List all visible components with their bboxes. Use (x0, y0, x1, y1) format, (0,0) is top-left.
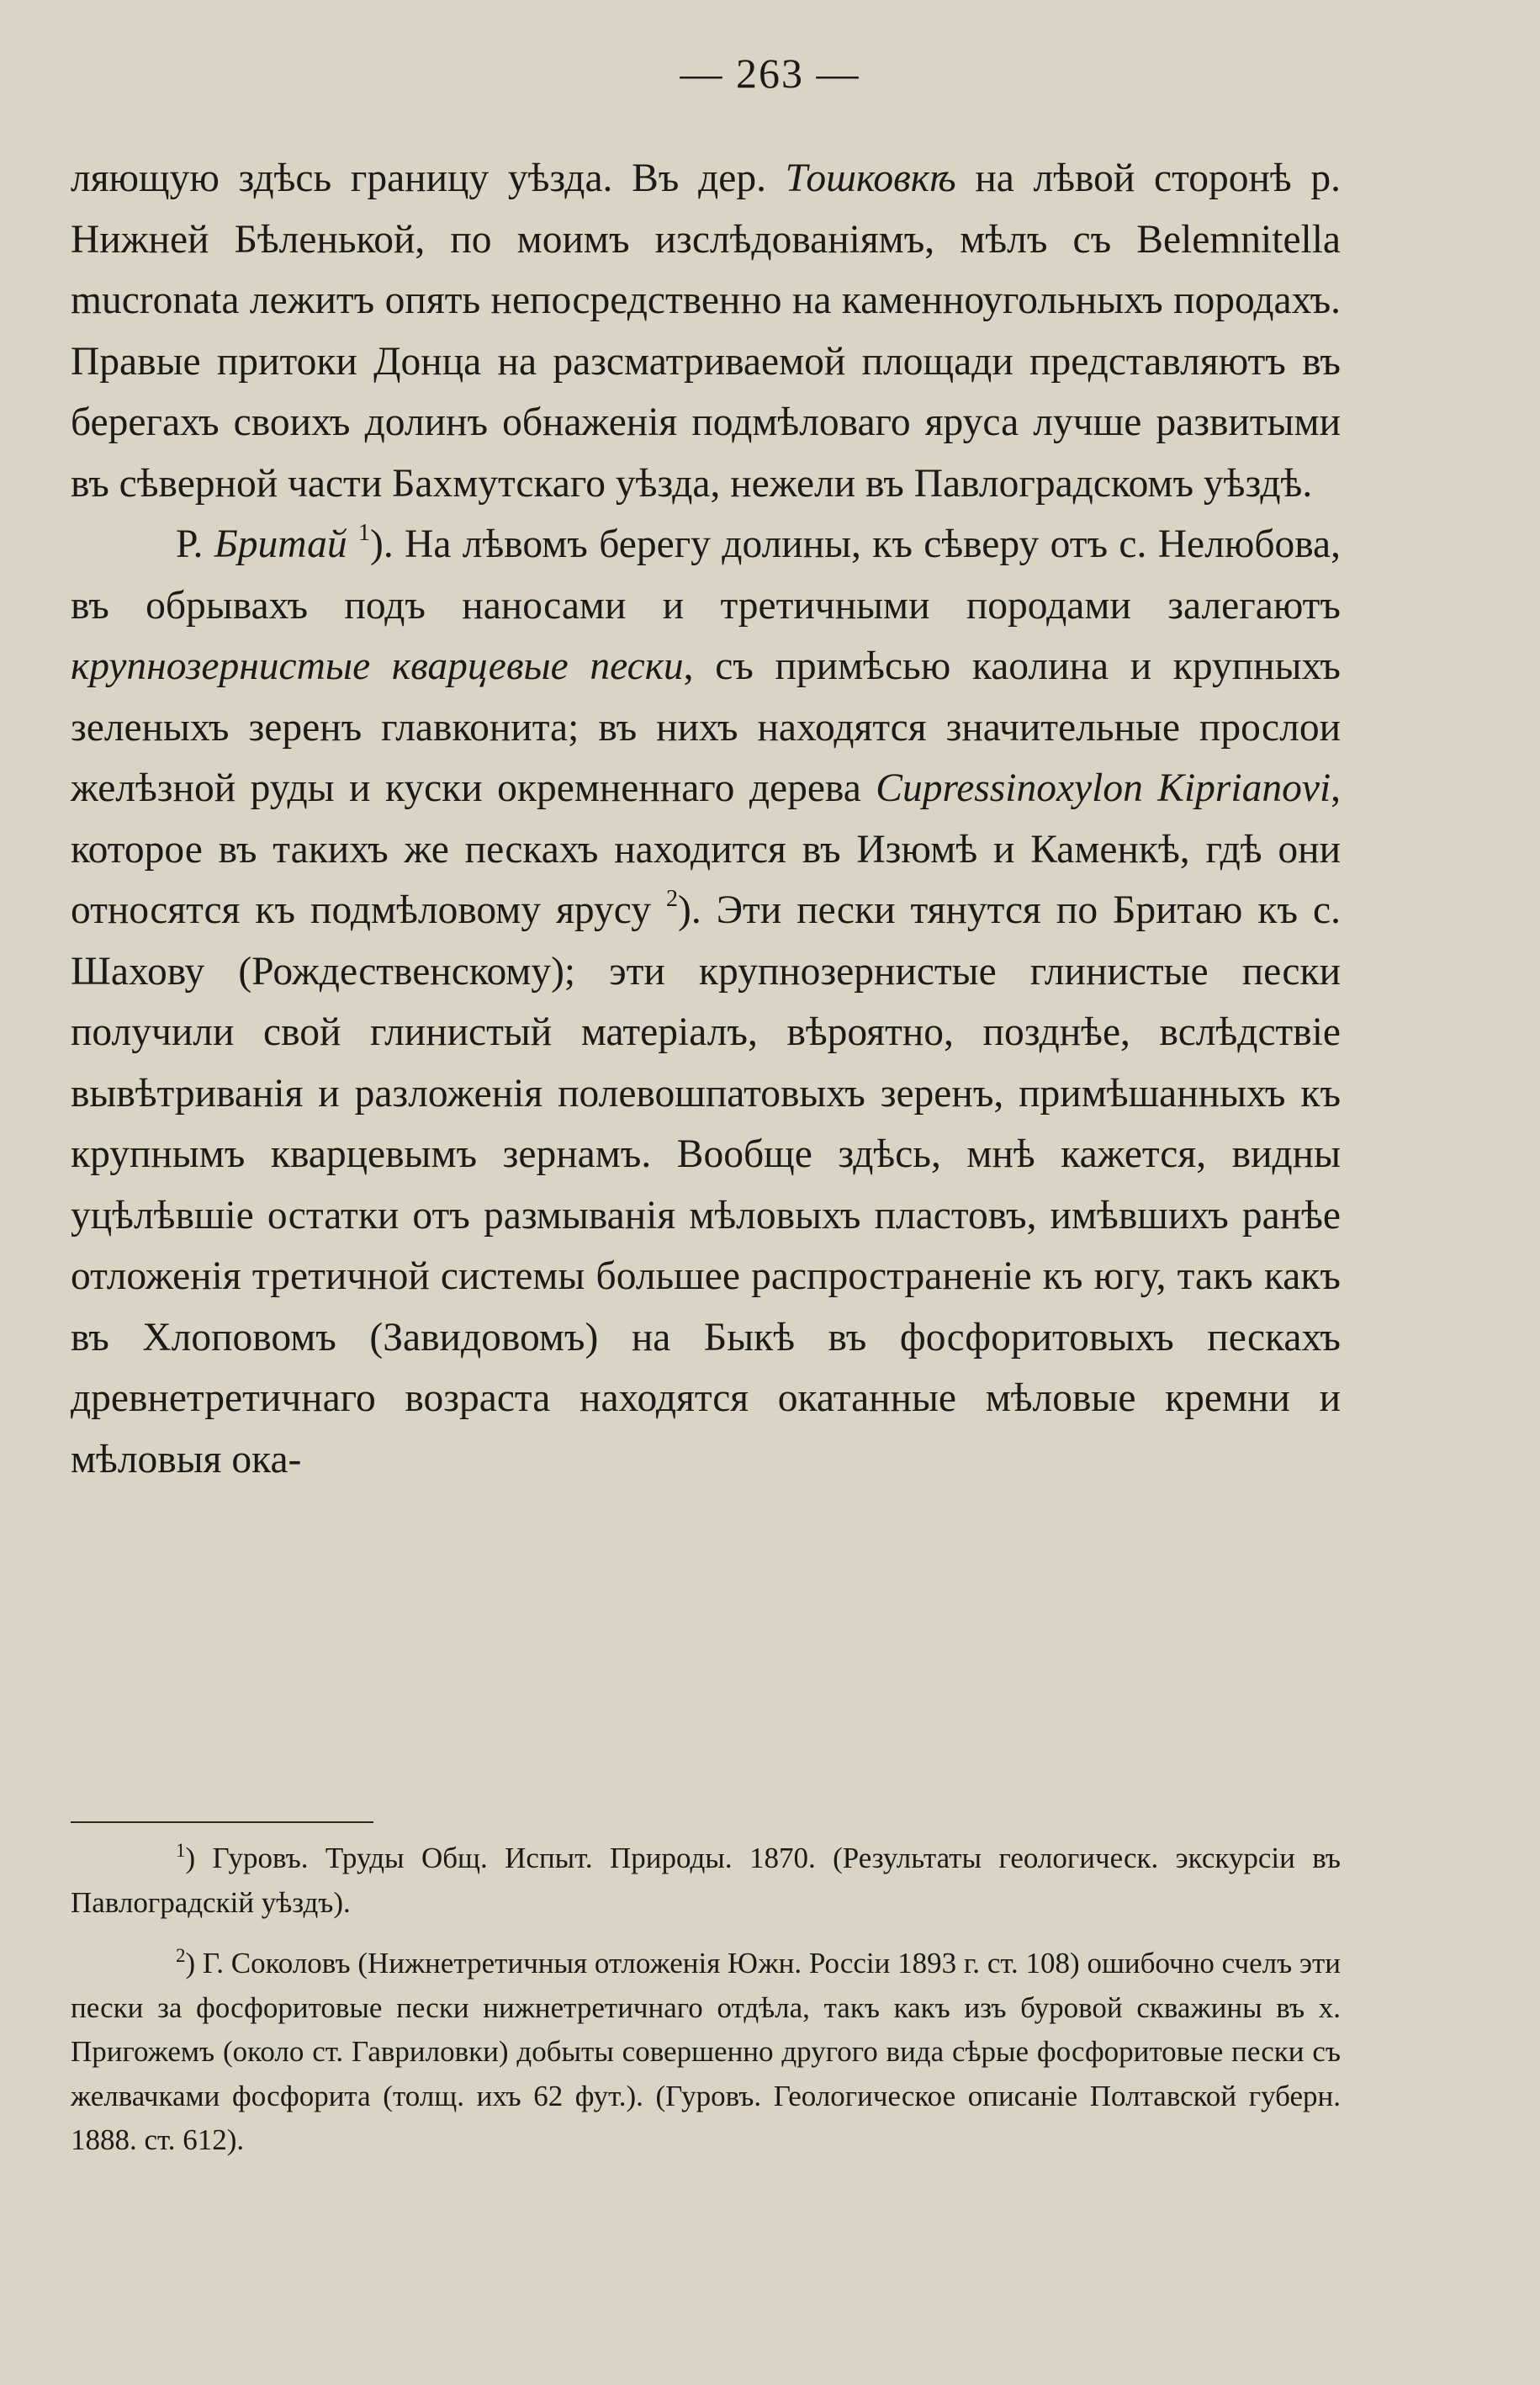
paragraph-2-text-5: ). Эти пески тянутся по Бритаю къ с. Шахову (Рождественскому); эти крупнозернистые глинистые пески получили свой глинистый матеріалъ, вѣроятно, позднѣе, вслѣдствіе вывѣтриванія и разложенія полевошпатовыхъ зеренъ, примѣшанныхъ къ крупнымъ кварцевымъ зернамъ. Вообще здѣсь, мнѣ кажется, видны уцѣлѣвшіе остатки отъ размыванія мѣловыхъ пластовъ, имѣвшихъ ранѣе отложенія третичной системы большее распространеніе къ югу, такъ какъ въ Хлоповомъ (Завидовомъ) на Быкѣ въ фосфоритовыхъ пескахъ древнетретичнаго возраста находятся окатанные мѣловые кремни и мѣловыя ока- (71, 888, 1341, 1481)
footnote-1 (71, 1836, 1341, 1925)
paragraph-1-text-2: на лѣвой сторонѣ р. Нижней Бѣленькой, по моимъ изслѣдованіямъ, мѣлъ съ Belemnitella mucronata лежитъ опять непосредственно на каменноугольныхъ породахъ. Правые притоки Донца на разсматриваемой площади представляютъ въ берегахъ своихъ долинъ обнаженія подмѣловаго яруса лучше развитыми въ сѣверной части Бахмутскаго уѣзда, нежели въ Павлоградскомъ уѣздѣ. (71, 156, 1341, 506)
footnote-ref-2: 2 (666, 886, 679, 912)
footnote-1-mark: 1 (176, 1840, 186, 1861)
page-number: — 263 — (680, 50, 860, 97)
paragraph-2-text-3: , съ примѣсью каолина и крупныхъ зеленыхъ зеренъ главконита; въ нихъ находятся значительные прослои желѣзной руды и куски окремненнаго дерева (71, 644, 1341, 810)
main-text (71, 148, 1341, 1490)
paragraph-2-text-4: , которое въ такихъ же пескахъ находится въ Изюмѣ и Каменкѣ, гдѣ они относятся къ подмѣловому ярусу (71, 766, 1342, 932)
paragraph-2-italic-species: Cupressinoxylon Kiprianovi (876, 766, 1331, 810)
paragraph-2-text-2: ). На лѣвомъ берегу долины, къ сѣверу отъ с. Нелюбова, въ обрывахъ подъ наносами и третичными породами залегаютъ (71, 522, 1342, 628)
paragraph-1 (71, 148, 1341, 514)
paragraph-1-italic-place: Тошковкѣ (785, 156, 956, 200)
footnotes (71, 1836, 1341, 2163)
paragraph-1-text-1: ляющую здѣсь границу уѣзда. Въ дер. (71, 156, 786, 200)
paragraph-2-text-1: Р. (176, 522, 214, 566)
footnote-2 (71, 1942, 1341, 2163)
footnote-ref-1: 1 (358, 520, 370, 546)
paragraph-2-italic-sands: крупнозернистые кварцевые пески (71, 644, 684, 688)
paragraph-2-italic-river: Бритай (214, 522, 347, 566)
paragraph-2 (71, 514, 1341, 1490)
footnote-2-text: ) Г. Соколовъ (Нижнетретичныя отложенія Южн. Россіи 1893 г. ст. 108) ошибочно счелъ эти пески за фосфоритовые пески нижнетретичнаго отдѣла, такъ какъ изъ буровой скважины въ х. Пригожемъ (около ст. Гавриловки) добыты совершенно другого вида сѣрые фосфоритовые пески съ желвачками фосфорита (толщ. ихъ 62 фут.). (Гуровъ. Геологическое описаніе Полтавской губерн. 1888. ст. 612). (71, 1947, 1341, 2156)
footnote-2-mark: 2 (176, 1945, 186, 1966)
footnote-divider (71, 1821, 373, 1823)
footnote-1-text: ) Гуровъ. Труды Общ. Испыт. Природы. 1870. (Результаты геологическ. экскурсіи въ Павлоградскій уѣздъ). (71, 1842, 1341, 1919)
